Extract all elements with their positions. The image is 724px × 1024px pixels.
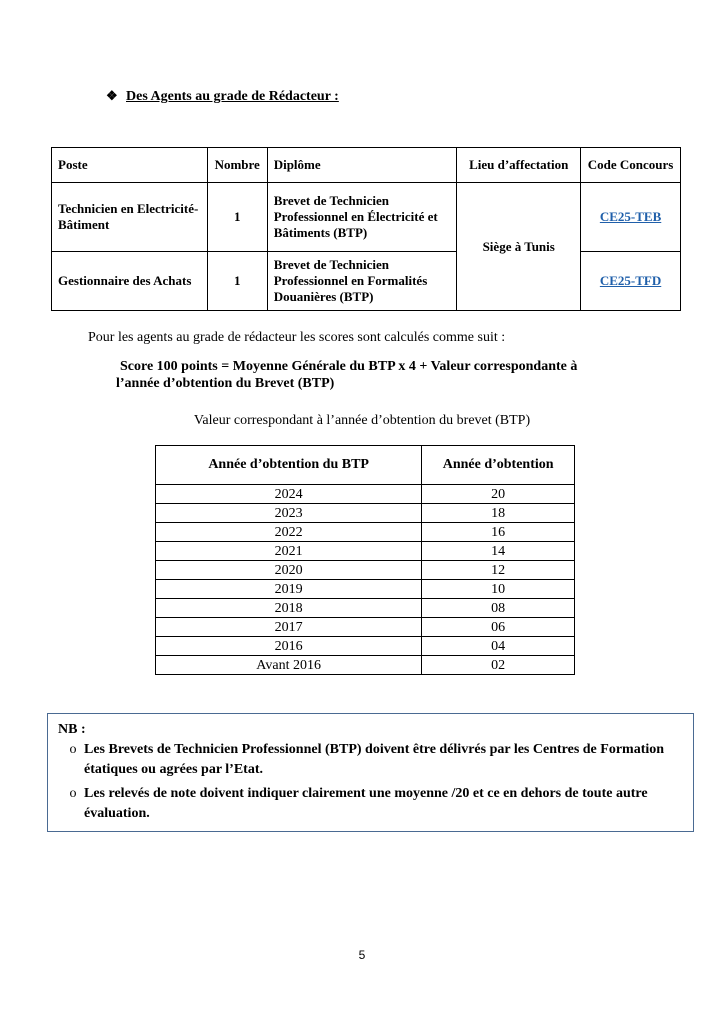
cell-annee-btp: Avant 2016: [156, 656, 422, 675]
header-diplome: Diplôme: [267, 148, 457, 183]
cell-diplome: Brevet de Technicien Professionnel en Électricité et Bâtiments (BTP): [267, 183, 457, 252]
cell-annee-btp: 2019: [156, 580, 422, 599]
cell-valeur: 12: [422, 561, 575, 580]
header-annee-obtention: Année d’obtention: [422, 446, 575, 485]
cell-annee-btp: 2022: [156, 523, 422, 542]
nb-item-text: Les relevés de note doivent indiquer clairement une moyenne /20 et ce en dehors de toute autre évaluation.: [84, 786, 648, 821]
cell-poste: Gestionnaire des Achats: [52, 252, 208, 311]
cell-nombre: 1: [207, 183, 267, 252]
table-row: [156, 599, 575, 618]
cell-annee-btp: 2020: [156, 561, 422, 580]
intro-line: Pour les agents au grade de rédacteur les scores sont calculés comme suit :: [88, 330, 506, 345]
cell-annee-btp: 2016: [156, 637, 422, 656]
posts-table: [51, 147, 681, 311]
header-lieu: Lieu d’affectation: [457, 148, 581, 183]
cell-valeur: 06: [422, 618, 575, 637]
cell-poste: Technicien en Electricité-Bâtiment: [52, 183, 208, 252]
section-title-text: Des Agents au grade de Rédacteur :: [126, 89, 339, 104]
header-poste: Poste: [52, 148, 208, 183]
table-row: [156, 542, 575, 561]
header-code: Code Concours: [581, 148, 681, 183]
cell-code: [581, 183, 681, 252]
cell-valeur: 20: [422, 485, 575, 504]
table-row: [156, 580, 575, 599]
page-number: 5: [358, 948, 366, 962]
table-row: [52, 252, 681, 311]
section-title: [106, 88, 339, 105]
score-formula: [116, 358, 656, 392]
table-row: [156, 504, 575, 523]
cell-valeur: 04: [422, 637, 575, 656]
scores-table: [155, 445, 575, 675]
table-row: [156, 656, 575, 675]
cell-annee-btp: 2018: [156, 599, 422, 618]
table-row: [156, 618, 575, 637]
header-annee-btp: Année d’obtention du BTP: [156, 446, 422, 485]
cell-annee-btp: 2021: [156, 542, 422, 561]
cell-valeur: 08: [422, 599, 575, 618]
cell-valeur: 14: [422, 542, 575, 561]
scores-table-header-row: [156, 446, 575, 485]
nb-list-item: [62, 740, 687, 780]
table-row: [156, 561, 575, 580]
diamond-bullet-icon: ❖: [106, 88, 118, 103]
formula-line-2: l’année d’obtention du Brevet (BTP): [116, 376, 335, 391]
header-nombre: Nombre: [207, 148, 267, 183]
nb-list-item: [62, 784, 687, 824]
cell-annee-btp: 2023: [156, 504, 422, 523]
cell-annee-btp: 2017: [156, 618, 422, 637]
table-row: [156, 523, 575, 542]
cell-valeur: 16: [422, 523, 575, 542]
cell-diplome: Brevet de Technicien Professionnel en Formalités Douanières (BTP): [267, 252, 457, 311]
formula-line-1: Score 100 points = Moyenne Générale du BTP x 4 + Valeur correspondante à: [120, 359, 578, 374]
cell-annee-btp: 2024: [156, 485, 422, 504]
scores-table-caption: Valeur correspondant à l’année d’obtention du brevet (BTP): [193, 413, 531, 428]
nb-item-text: Les Brevets de Technicien Professionnel (BTP) doivent être délivrés par les Centres de Formation étatiques ou agrées par l’Etat.: [84, 742, 665, 777]
table-row: [156, 637, 575, 656]
scores-table-body: [156, 485, 575, 675]
cell-valeur: 02: [422, 656, 575, 675]
cell-code: [581, 252, 681, 311]
nb-box: [47, 713, 694, 832]
code-concours-link[interactable]: CE25-TEB: [599, 209, 662, 224]
nb-title: NB :: [58, 722, 86, 737]
table-row: [52, 183, 681, 252]
cell-valeur: 10: [422, 580, 575, 599]
circle-bullet-icon: o: [69, 742, 77, 757]
cell-nombre: 1: [207, 252, 267, 311]
cell-valeur: 18: [422, 504, 575, 523]
cell-lieu: Siège à Tunis: [457, 183, 581, 311]
posts-table-header-row: [52, 148, 681, 183]
code-concours-link[interactable]: CE25-TFD: [599, 273, 662, 288]
circle-bullet-icon: o: [69, 786, 77, 801]
table-row: [156, 485, 575, 504]
